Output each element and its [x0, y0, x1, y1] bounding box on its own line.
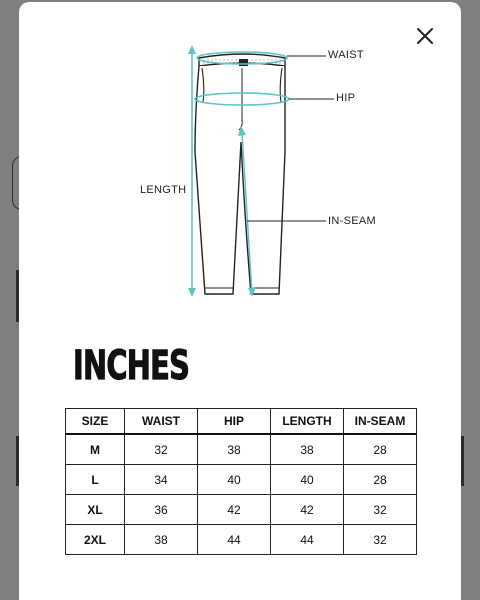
size-chart-modal — [19, 2, 461, 600]
inseam-label: IN-SEAM — [328, 215, 376, 227]
table-row — [66, 434, 417, 465]
table-cell: M — [66, 434, 125, 465]
table-cell: 44 — [198, 525, 271, 555]
column-header: WAIST — [125, 409, 198, 435]
table-header-row — [66, 409, 417, 435]
table-cell: L — [66, 465, 125, 495]
table-cell: 28 — [344, 434, 417, 465]
table-cell: XL — [66, 495, 125, 525]
unit-title: INCHES — [73, 343, 190, 389]
table-cell: 40 — [198, 465, 271, 495]
table-cell: 38 — [271, 434, 344, 465]
pants-illustration — [19, 2, 461, 312]
table-cell: 42 — [271, 495, 344, 525]
table-cell: 38 — [198, 434, 271, 465]
table-row — [66, 465, 417, 495]
table-cell: 34 — [125, 465, 198, 495]
length-label: LENGTH — [140, 184, 187, 196]
table-row — [66, 495, 417, 525]
waist-label: WAIST — [328, 49, 364, 61]
table-cell: 32 — [344, 525, 417, 555]
table-cell: 32 — [125, 434, 198, 465]
table-row — [66, 525, 417, 555]
column-header: LENGTH — [271, 409, 344, 435]
table-cell: 28 — [344, 465, 417, 495]
table-cell: 32 — [344, 495, 417, 525]
table-cell: 2XL — [66, 525, 125, 555]
table-cell: 42 — [198, 495, 271, 525]
table-cell: 38 — [125, 525, 198, 555]
table-cell: 40 — [271, 465, 344, 495]
column-header: SIZE — [66, 409, 125, 435]
pants-measurement-diagram — [19, 2, 461, 312]
size-chart-table — [65, 408, 417, 555]
column-header: HIP — [198, 409, 271, 435]
hip-label: HIP — [336, 92, 356, 104]
table-cell: 36 — [125, 495, 198, 525]
column-header: IN-SEAM — [344, 409, 417, 435]
table-cell: 44 — [271, 525, 344, 555]
